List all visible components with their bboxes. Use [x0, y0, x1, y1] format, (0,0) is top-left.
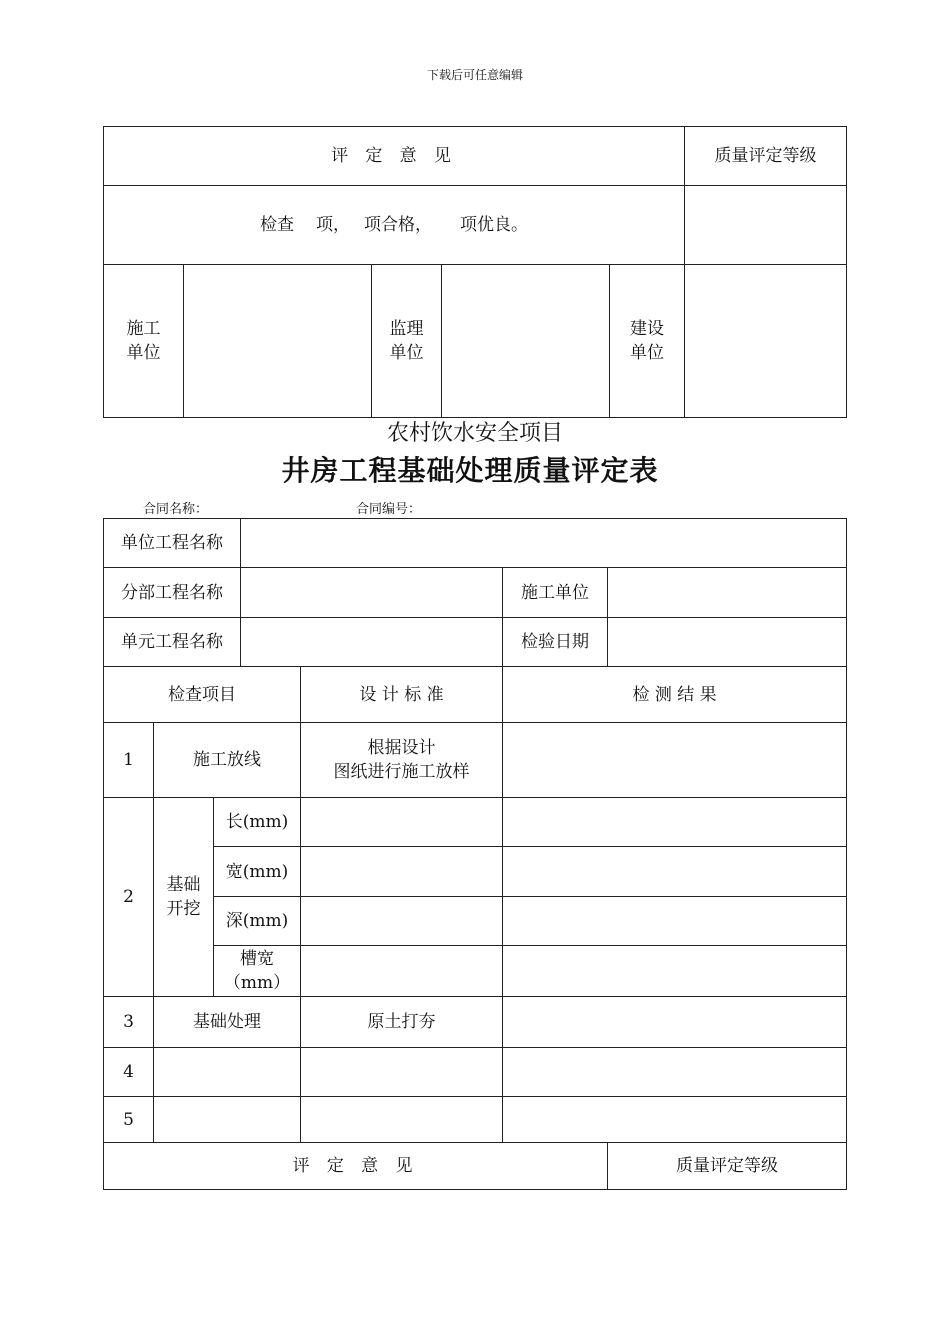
signature-construction-cell — [184, 265, 372, 418]
summary-part-check: 检查 — [260, 215, 294, 235]
row-2-sub-length: 长(mm) — [214, 798, 301, 847]
inspection-date-label: 检验日期 — [503, 618, 608, 667]
row-3-standard: 原土打夯 — [301, 997, 503, 1048]
construction-unit-value — [608, 568, 847, 618]
sub-project-value — [241, 568, 503, 618]
row-3-number: 3 — [104, 997, 154, 1048]
header-test-result: 检 测 结 果 — [503, 667, 847, 723]
footer-grade-label: 质量评定等级 — [608, 1143, 847, 1190]
summary-part-items: 项， — [316, 215, 350, 235]
opinion-header: 评 定 意 见 — [104, 127, 685, 186]
row-2-trench-standard — [301, 946, 503, 997]
contract-number-label: 合同编号： — [356, 502, 422, 517]
inspection-summary — [104, 186, 685, 265]
previous-form-evaluation-table — [103, 126, 847, 418]
signature-owner-label: 建设 单位 — [610, 265, 685, 418]
row-2-depth-result — [503, 897, 847, 946]
signature-supervision-cell — [442, 265, 610, 418]
row-4-standard — [301, 1048, 503, 1097]
element-project-label: 单元工程名称 — [104, 618, 241, 667]
row-2-width-result — [503, 847, 847, 897]
summary-part-qualified: 项合格， — [364, 215, 432, 235]
row-2-length-standard — [301, 798, 503, 847]
row-1-result — [503, 723, 847, 798]
row-2-length-result — [503, 798, 847, 847]
inspection-date-value — [608, 618, 847, 667]
summary-part-excellent: 项优良。 — [460, 215, 528, 235]
project-title: 农村饮水安全项目 — [386, 421, 563, 446]
row-4-number: 4 — [104, 1048, 154, 1097]
form-title: 井房工程基础处理质量评定表 — [281, 454, 659, 487]
element-project-value — [241, 618, 503, 667]
row-2-item: 基础 开挖 — [154, 798, 214, 997]
construction-unit-label: 施工单位 — [503, 568, 608, 618]
signature-owner-cell — [685, 265, 847, 418]
row-2-trench-result — [503, 946, 847, 997]
header-design-standard: 设 计 标 准 — [301, 667, 503, 723]
row-2-sub-depth: 深(mm) — [214, 897, 301, 946]
row-5-standard — [301, 1097, 503, 1143]
row-1-item: 施工放线 — [154, 723, 301, 798]
quality-evaluation-table — [103, 518, 847, 1190]
unit-project-value — [241, 519, 847, 568]
footer-opinion-label: 评 定 意 见 — [104, 1143, 608, 1190]
signature-construction-label: 施工 单位 — [104, 265, 184, 418]
signature-supervision-label: 监理 单位 — [372, 265, 442, 418]
row-5-number: 5 — [104, 1097, 154, 1143]
row-2-sub-width: 宽(mm) — [214, 847, 301, 897]
row-4-item — [154, 1048, 301, 1097]
row-5-result — [503, 1097, 847, 1143]
contract-name-label: 合同名称： — [143, 502, 209, 517]
header-check-item: 检查项目 — [104, 667, 301, 723]
row-4-result — [503, 1048, 847, 1097]
row-1-standard: 根据设计 图纸进行施工放样 — [301, 723, 503, 798]
header-note: 下载后可任意编辑 — [426, 68, 523, 82]
grade-header: 质量评定等级 — [685, 127, 847, 186]
row-5-item — [154, 1097, 301, 1143]
row-2-depth-standard — [301, 897, 503, 946]
row-3-item: 基础处理 — [154, 997, 301, 1048]
unit-project-label: 单位工程名称 — [104, 519, 241, 568]
sub-project-label: 分部工程名称 — [104, 568, 241, 618]
grade-value-cell — [685, 186, 847, 265]
row-2-number: 2 — [104, 798, 154, 997]
row-3-result — [503, 997, 847, 1048]
row-2-sub-trench-width: 槽宽 （mm） — [214, 946, 301, 997]
row-2-width-standard — [301, 847, 503, 897]
row-1-number: 1 — [104, 723, 154, 798]
